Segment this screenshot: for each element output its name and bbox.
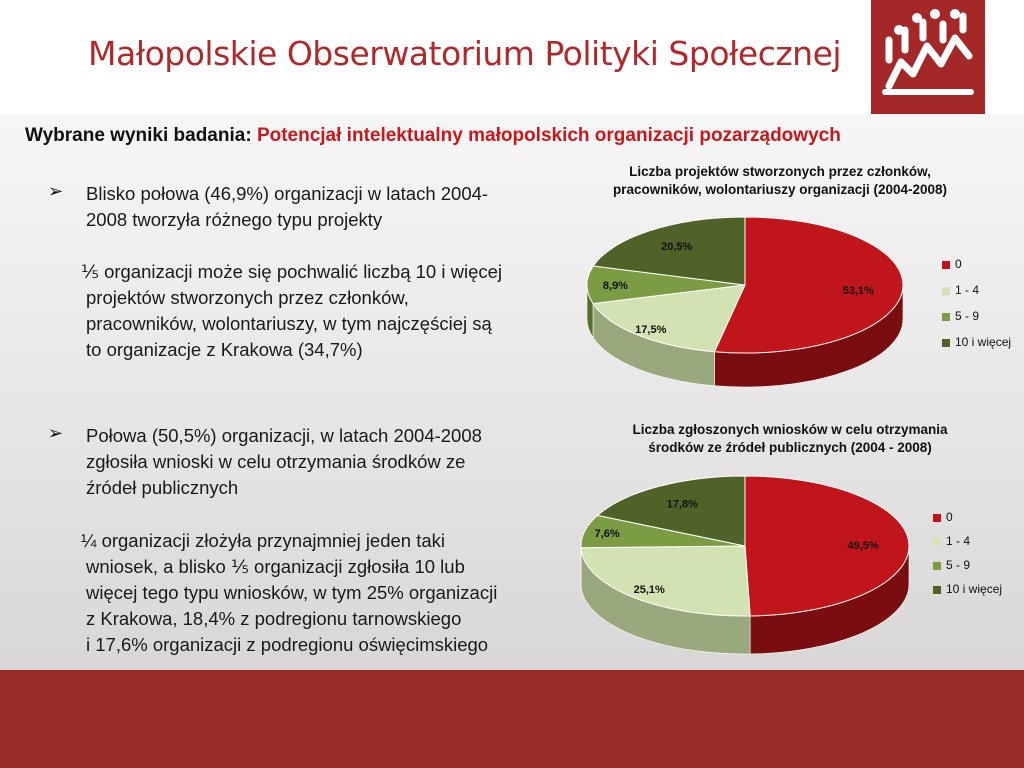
- bullet-line: źródeł publicznych: [86, 477, 239, 498]
- note-line: ¼ organizacji złożyła przynajmniej jeden taki: [81, 530, 446, 551]
- subtitle-lead: Wybrane wyniki badania:: [25, 125, 252, 146]
- header: [0, 0, 1024, 114]
- pie-data-label: 17,8%: [666, 498, 698, 511]
- pie-data-label: 8,9%: [602, 279, 628, 292]
- chart-title-line: Liczba projektów stworzonych przez członków,: [629, 164, 931, 179]
- mops-logo-icon: [871, 0, 985, 114]
- pie-chart-applications: [575, 468, 915, 673]
- legend-label: 5 - 9: [946, 558, 971, 572]
- legend-label: 5 - 9: [955, 309, 980, 323]
- chart-title-applications: [580, 421, 1000, 457]
- legend-label: 0: [955, 257, 962, 271]
- legend-label: 1 - 4: [946, 534, 971, 548]
- chart-title-line: środków ze źródeł publicznych (2004 - 2008): [648, 440, 932, 455]
- bullet-line: Blisko połowa (46,9%) organizacji w latach 2004-: [86, 183, 489, 204]
- legend-swatch: [933, 538, 941, 546]
- note-line: to organizacje z Krakowa (34,7%): [86, 339, 363, 360]
- footer-band: [0, 670, 1024, 768]
- chart-title-projects: [570, 163, 990, 199]
- bullet-line: 2008 tworzyła różnego typu projekty: [86, 209, 383, 230]
- legend-swatch: [942, 339, 950, 347]
- legend-label: 10 i więcej: [946, 582, 1003, 596]
- note-line: z Krakowa, 18,4% z podregionu tarnowskiego: [86, 608, 462, 629]
- legend-swatch: [942, 287, 950, 295]
- bullet-line: Połowa (50,5%) organizacji, w latach 2004-2008: [86, 425, 482, 446]
- pie-chart-projects: [580, 210, 910, 400]
- chart-title-line: pracowników, wolontariuszy organizacji (2004-2008): [612, 182, 948, 197]
- subtitle-highlight: Potencjał intelektualny małopolskich organizacji pozarządowych: [256, 125, 841, 146]
- bullet-arrow-icon: ➢: [48, 181, 64, 201]
- pie-data-label: 49,5%: [847, 540, 879, 553]
- legend-label: 1 - 4: [955, 283, 980, 297]
- note-applications: [81, 528, 561, 658]
- legend-swatch: [942, 261, 950, 269]
- note-line: pracowników, wolontariuszy, w tym najczęściej są: [86, 313, 492, 334]
- legend-swatch: [933, 562, 941, 570]
- bullet-text-applications: [86, 423, 556, 501]
- note-line: więcej tego typu wniosków, w tym 25% organizacji: [86, 582, 498, 603]
- note-projects: [81, 259, 561, 363]
- note-line: i 17,6% organizacji z podregionu oświęcimskiego: [86, 634, 489, 655]
- legend-swatch: [933, 514, 941, 522]
- bullet-text-projects: [86, 181, 556, 233]
- pie-data-label: 53,1%: [842, 284, 874, 297]
- pie-data-label: 17,5%: [635, 324, 667, 337]
- note-line: ⅕ organizacji może się pochwalić liczbą 10 i więcej: [81, 261, 503, 282]
- chart-title-line: Liczba zgłoszonych wniosków w celu otrzymania: [632, 422, 948, 437]
- section-subtitle: [25, 125, 841, 147]
- legend-swatch: [933, 586, 941, 594]
- legend-swatch: [942, 313, 950, 321]
- bullet-line: zgłosiła wnioski w celu otrzymania środków ze: [86, 451, 466, 472]
- site-title: Małopolskie Obserwatorium Polityki Społecznej: [88, 34, 842, 73]
- pie-data-label: 7,6%: [594, 528, 620, 541]
- note-line: projektów stworzonych przez członków,: [86, 287, 409, 308]
- note-line: wniosek, a blisko ⅕ organizacji zgłosiła 10 lub: [86, 556, 465, 577]
- pie-data-label: 20,5%: [661, 240, 693, 253]
- legend-label: 0: [946, 510, 953, 524]
- bullet-arrow-icon: ➢: [48, 423, 64, 443]
- pie-data-label: 25,1%: [633, 584, 665, 597]
- legend-label: 10 i więcej: [955, 335, 1012, 349]
